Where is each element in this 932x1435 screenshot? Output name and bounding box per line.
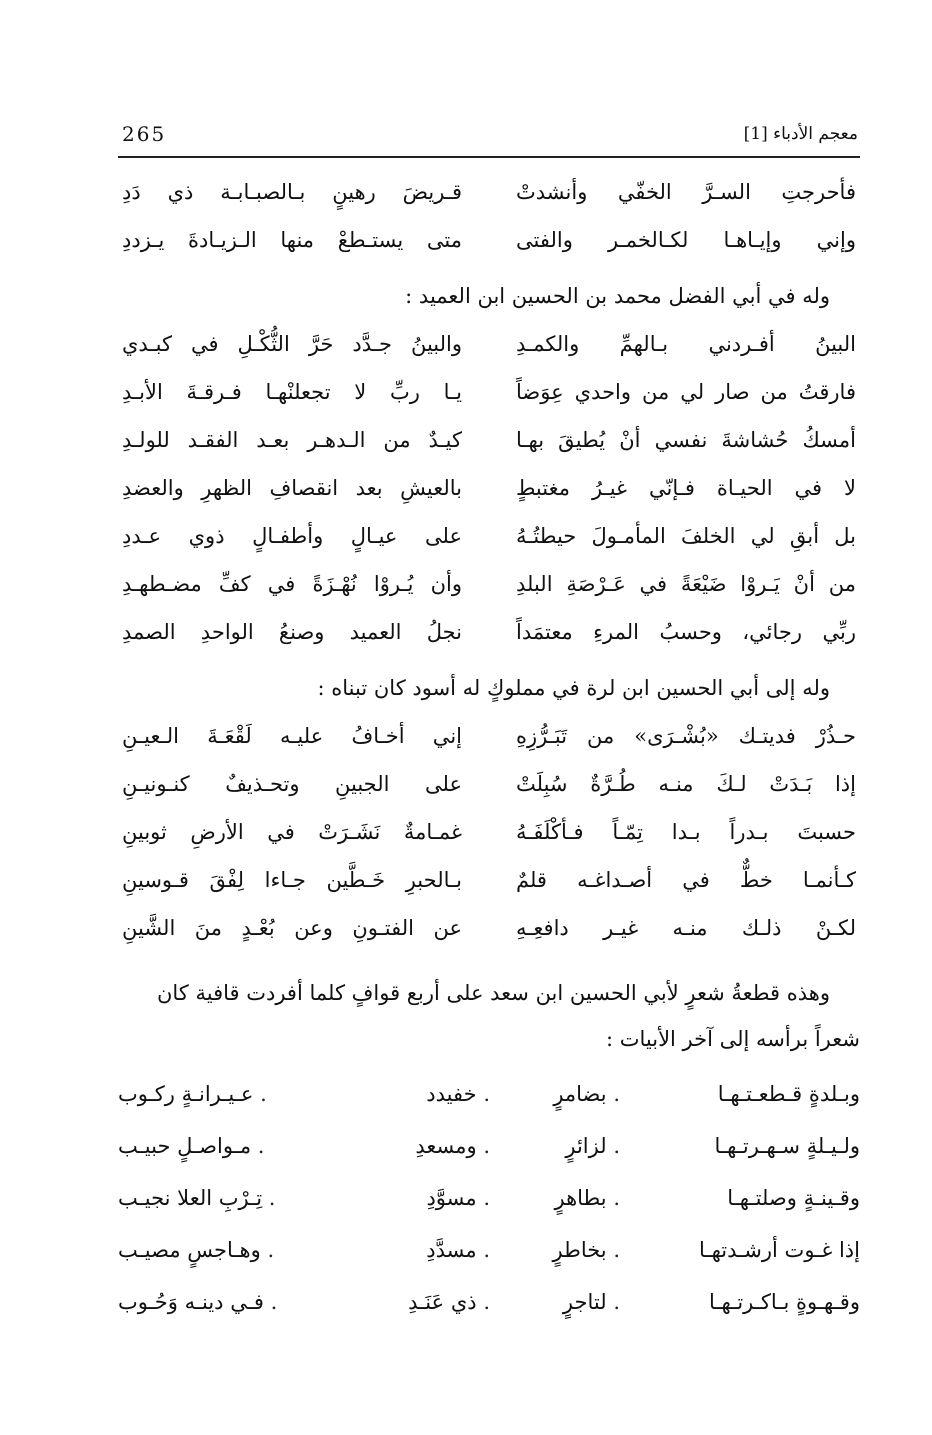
rhyme-cell: [310, 1238, 490, 1262]
verse-line: [118, 856, 860, 904]
separator-dot: .: [613, 1238, 620, 1262]
verse-line: [118, 808, 860, 856]
rhyme-cell: [490, 1134, 620, 1158]
rhyme-word: تِـرْبِ العلا نجيـب: [118, 1186, 263, 1210]
poem-intro: وله في أبي الفضل محمد بن الحسين ابن العميد :: [405, 284, 830, 308]
verse-second-half: قـريضَ رهينٍ بـالصبـابـة ذي دَدِ: [122, 180, 462, 204]
verse-line: [118, 320, 860, 368]
rhyme-word: مـواصـلٍ حبيـب: [118, 1134, 252, 1158]
rhyme-word: بخاطرٍ: [552, 1238, 607, 1262]
verse-second-half: والبينُ جـدَّد حَرَّ الثُّكْـلِ في كبـدي: [122, 332, 462, 356]
verse-second-half: كيـدٌ من الـدهـر بعـد الفقـد للولـدِ: [122, 428, 462, 452]
verse-line: [118, 512, 860, 560]
separator-dot: .: [613, 1186, 620, 1210]
verse-second-half: وأن يُـروْا نُهْـزَةً في كفِّ مضـطهـدِ: [122, 572, 462, 596]
verse-first-half: فأحرجتِ السـرَّ الخفّي وأنشدتْ: [516, 180, 856, 204]
rhyme-cell: [490, 1290, 620, 1314]
verse-first-half: إذا بَـدَتْ لـكَ منـه طُـرَّةٌ سُبِلَتْ: [516, 772, 856, 796]
rhyme-cell: وبـلدةٍ قـطعـتـهـا: [717, 1082, 860, 1106]
verse-second-half: متى يستـطعْ منها الـزيـادةَ يـزددِ: [122, 228, 462, 252]
four-rhyme-row: [118, 1068, 860, 1120]
rhyme-cell: [118, 1134, 310, 1158]
verse-second-half: يـا ربِّ لا تجعلنْهـا فـرقـةَ الأبـدِ: [122, 380, 462, 404]
rhyme-cell: [310, 1082, 490, 1106]
separator-dot: .: [613, 1134, 620, 1158]
page-header: [118, 116, 860, 158]
verse-first-half: حـذُرْ فديتـك «بُشْـرَى» من تَبَـرُّزِهِ: [516, 724, 856, 748]
rhyme-cell: ولـيـلةٍ سـهـرتـهـا: [714, 1134, 860, 1158]
poem-intro: وله إلى أبي الحسين ابن لرة في مملوكٍ له أسود كان تبناه :: [317, 676, 830, 700]
verse-first-half: حسبتَ بـدراً بـدا تِمّـاً فـأكْلَفَـهُ: [516, 820, 856, 844]
verse-second-half: غمـامةٌ نَشَـرَتْ في الأرضِ ثوبينِ: [122, 820, 462, 844]
separator-dot: .: [270, 1290, 278, 1314]
rhyme-word: ومسعدِ: [415, 1134, 477, 1158]
rhyme-word: فـي دينـه وَحُـوب: [118, 1290, 264, 1314]
four-rhyme-row: [118, 1224, 860, 1276]
verse-line: [118, 608, 860, 656]
verse-line: [118, 464, 860, 512]
rhyme-word: مسدَّدِ: [426, 1238, 477, 1262]
four-rhyme-row: [118, 1172, 860, 1224]
rhyme-cell: إذا غـوت أرشـدتهـا: [699, 1238, 860, 1262]
rhyme-cell: [490, 1186, 620, 1210]
verse-second-half: على الجبينِ وتحـذيفٌ كنـونيـنِ: [122, 772, 462, 796]
rhyme-cell: [118, 1238, 310, 1262]
rhyme-cell: [118, 1082, 310, 1106]
verse-first-half: فارقتُ من صار لي من واحدي عِوَضاً: [516, 380, 856, 404]
verse-first-half: لا في الحيـاة فـإنّي غيـرُ مغتبطٍ: [516, 476, 856, 500]
verse-line: [118, 216, 860, 264]
rhyme-cell: [118, 1290, 310, 1314]
separator-dot: .: [483, 1290, 490, 1314]
rhyme-cell: [310, 1134, 490, 1158]
rhyme-word: مسوَّدِ: [426, 1186, 477, 1210]
verse-second-half: على عيـالٍ وأطفـالٍ ذوي عـددِ: [122, 524, 462, 548]
page-number: 265: [122, 122, 167, 146]
rhyme-cell: [490, 1082, 620, 1106]
verse-first-half: من أنْ يَـروْا ضَيْعَةً في عَـرْصَةِ البلدِ: [516, 572, 856, 596]
rhyme-word: لتاجرٍ: [562, 1290, 607, 1314]
separator-dot: .: [267, 1238, 275, 1262]
rhyme-cell: [490, 1238, 620, 1262]
verse-first-half: ربِّي رجائي، وحسبُ المرءِ معتمَداً: [516, 620, 856, 644]
rhyme-cell: [310, 1290, 490, 1314]
verse-line: [118, 560, 860, 608]
rhyme-cell: [118, 1186, 310, 1210]
rhyme-word: لزائرٍ: [565, 1134, 607, 1158]
separator-dot: .: [483, 1186, 490, 1210]
rhyme-word: عـيـرانـةٍ ركـوب: [118, 1082, 254, 1106]
verse-first-half: أمسكُ حُشاشةَ نفسي أنْ يُطيقَ بهـا: [516, 428, 856, 452]
verse-first-half: بل أبقِ لي الخلفَ المأمـولَ حيطتُـهُ: [516, 524, 856, 548]
page-content: [118, 168, 860, 1328]
verse-second-half: إني أخـافُ عليـه لَقْعَـةَ الـعيـنِ: [122, 724, 462, 748]
four-rhyme-row: [118, 1120, 860, 1172]
verse-line: [118, 904, 860, 952]
rhyme-cell: [310, 1186, 490, 1210]
separator-dot: .: [257, 1134, 265, 1158]
verse-line: [118, 368, 860, 416]
verse-second-half: بـالحبرِ خَـطَّين جـاءا لِفْقَ قـوسينِ: [122, 868, 462, 892]
rhyme-word: بطاهرٍ: [554, 1186, 607, 1210]
verse-first-half: وإني وإيـاهـا لكـالخمـر والفتى: [516, 228, 856, 252]
separator-dot: .: [613, 1290, 620, 1314]
separator-dot: .: [483, 1082, 490, 1106]
verse-first-half: لكـنْ ذلـك منـه غيـر دافعِـهِ: [516, 916, 856, 940]
four-rhyme-row: [118, 1276, 860, 1328]
running-title: معجم الأدباء [1]: [743, 124, 858, 144]
rhyme-word: ذي عَنَـدِ: [408, 1290, 477, 1314]
verse-first-half: كـأنمـا خطٌّ في أصـداغـه قلمٌ: [516, 868, 856, 892]
verse-second-half: نجلُ العميد وصنعُ الواحدِ الصمدِ: [122, 620, 462, 644]
prose-paragraph: وهذه قطعةُ شعرٍ لأبي الحسين ابن سعد على أربع قوافٍ كلما أفردت قافية كان شعراً برأسه إلى آخر الأبيات :: [156, 981, 860, 1051]
separator-dot: .: [483, 1238, 490, 1262]
verse-second-half: بالعيشِ بعد انقصافِ الظهرِ والعضدِ: [122, 476, 462, 500]
rhyme-word: بضامرٍ: [553, 1082, 607, 1106]
verse-line: [118, 712, 860, 760]
verse-line: [118, 168, 860, 216]
separator-dot: .: [260, 1082, 267, 1106]
rhyme-cell: وقـينـةٍ وصلتـهـا: [727, 1186, 860, 1210]
separator-dot: .: [268, 1186, 276, 1210]
rhyme-word: خفيدد: [426, 1082, 477, 1106]
verse-line: [118, 416, 860, 464]
verse-second-half: عن الفتـونِ وعن بُعْـدٍ منَ الشَّينِ: [122, 916, 462, 940]
rhyme-cell: وقـهـوةٍ بـاكـرتـهـا: [708, 1290, 860, 1314]
verse-line: [118, 760, 860, 808]
verse-first-half: البينُ أفـردني بـالهمِّ والكمـدِ: [516, 332, 856, 356]
rhyme-word: وهـاجسٍ مصيـب: [118, 1238, 261, 1262]
separator-dot: .: [483, 1134, 490, 1158]
separator-dot: .: [613, 1082, 620, 1106]
